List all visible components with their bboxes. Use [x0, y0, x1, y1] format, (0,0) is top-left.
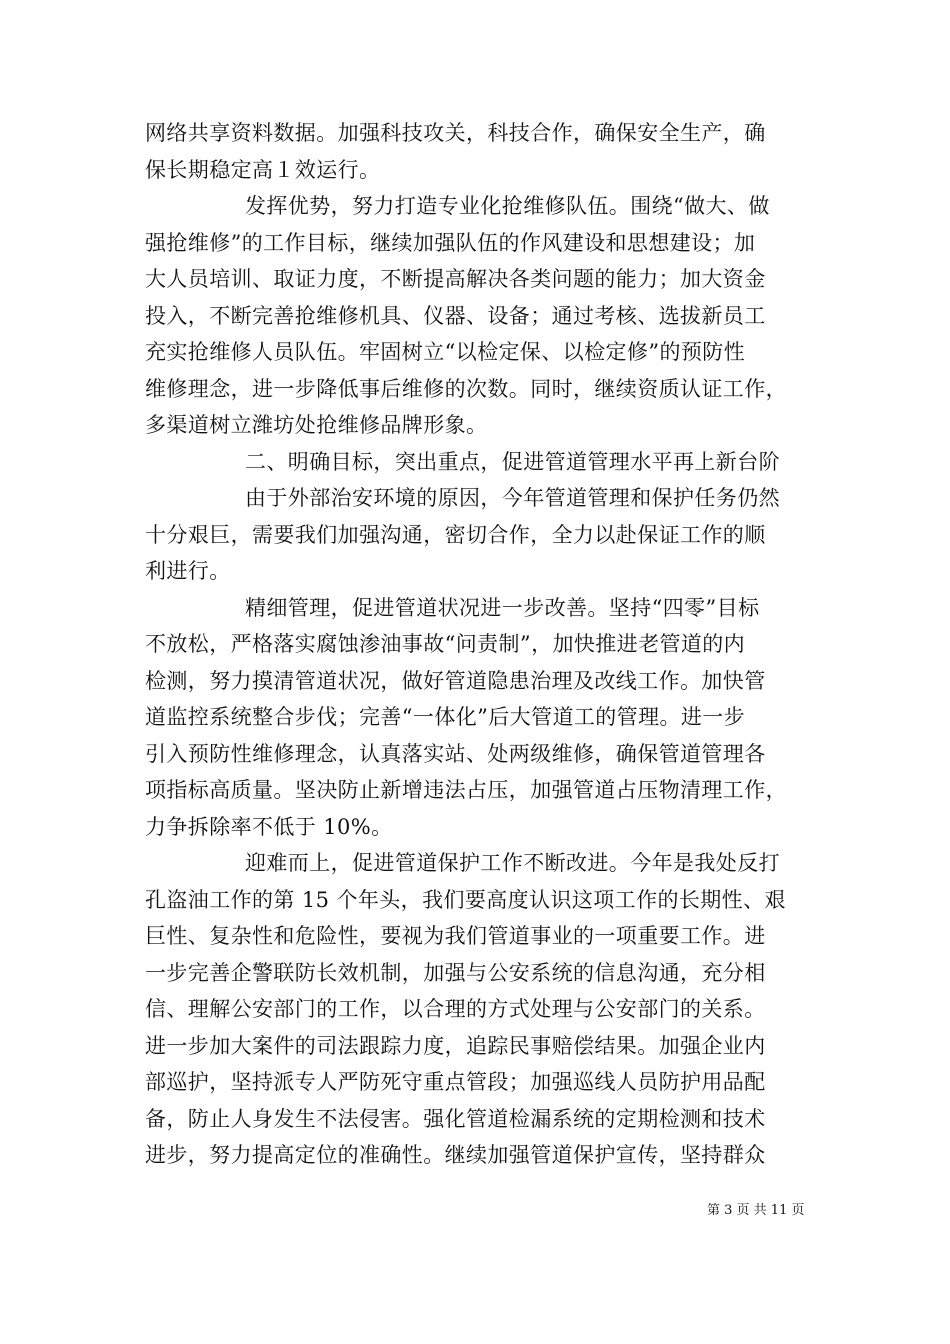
text-line: 部巡护，坚持派专人严防死守重点管段；加强巡线人员防护用品配 — [145, 1070, 766, 1094]
text-line: 大人员培训、取证力度，不断提高解决各类问题的能力；加大资金 — [145, 267, 766, 291]
text-line: 投入，不断完善抢维修机具、仪器、设备；通过考核、选拔新员工 — [145, 303, 766, 328]
text-line: 充实抢维修人员队伍。牢固树立“以检定保、以检定修”的预防性 — [145, 340, 746, 364]
text-line: 项指标高质量。坚决防止新增违法占压，加强管道占压物清理工作， — [145, 778, 787, 802]
text-line: 进一步加大案件的司法跟踪力度，追踪民事赔偿结果。加强企业内 — [145, 1033, 766, 1058]
text-line: 引入预防性维修理念，认真落实站、处两级维修，确保管道管理各 — [145, 741, 766, 766]
document-body — [145, 115, 807, 1174]
text-line: 一步完善企警联防长效机制，加强与公安系统的信息沟通，充分相 — [145, 960, 766, 985]
paragraph-start-line: 精细管理，促进管道状况进一步改善。坚持“四零”目标 — [245, 595, 760, 620]
page-number-footer: 第 3 页 共 11 页 — [707, 1203, 805, 1218]
text-line: 十分艰巨，需要我们加强沟通，密切合作，全力以赴保证工作的顺 — [145, 522, 766, 547]
text-line: 多渠道树立潍坊处抢维修品牌形象。 — [145, 413, 488, 437]
text-line: 网络共享资料数据。加强科技攻关，科技合作，确保安全生产，确 — [145, 121, 766, 145]
text-line: 强抢维修”的工作目标，继续加强队伍的作风建设和思想建设；加 — [145, 230, 756, 255]
paragraph-start-line: 由于外部治安环境的原因，今年管道管理和保护任务仍然 — [245, 486, 780, 510]
text-line: 检测，努力摸清管道状况，做好管道隐患治理及改线工作。加快管 — [145, 668, 766, 693]
text-line: 道监控系统整合步伐；完善“一体化”后大管道工的管理。进一步 — [145, 705, 746, 729]
text-line: 力争拆除率不低于 10%。 — [145, 814, 393, 839]
text-line: 保长期稳定高１效运行。 — [145, 157, 381, 182]
text-line: 备，防止人身发生不法侵害。强化管道检漏系统的定期检测和技术 — [145, 1106, 766, 1131]
text-line: 不放松，严格落实腐蚀渗油事故“问责制”，加快推进老管道的内 — [145, 632, 746, 656]
section-heading: 二、明确目标，突出重点，促进管道管理水平再上新台阶 — [245, 449, 780, 474]
paragraph-start-line: 迎难而上，促进管道保护工作不断改进。今年是我处反打 — [245, 851, 780, 875]
text-line: 信、理解公安部门的工作，以合理的方式处理与公安部门的关系。 — [145, 997, 766, 1021]
text-line: 维修理念，进一步降低事后维修的次数。同时，继续资质认证工作， — [145, 376, 787, 401]
text-line: 进步，努力提高定位的准确性。继续加强管道保护宣传，坚持群众 — [145, 1143, 766, 1167]
text-line: 孔盗油工作的第 15 个年头，我们要高度认识这项工作的长期性、艰 — [145, 887, 786, 912]
text-line: 巨性、复杂性和危险性，要视为我们管道事业的一项重要工作。进 — [145, 924, 766, 948]
text-line: 利进行。 — [145, 559, 231, 583]
paragraph-start-line: 发挥优势，努力打造专业化抢维修队伍。围绕“做大、做 — [245, 194, 770, 218]
